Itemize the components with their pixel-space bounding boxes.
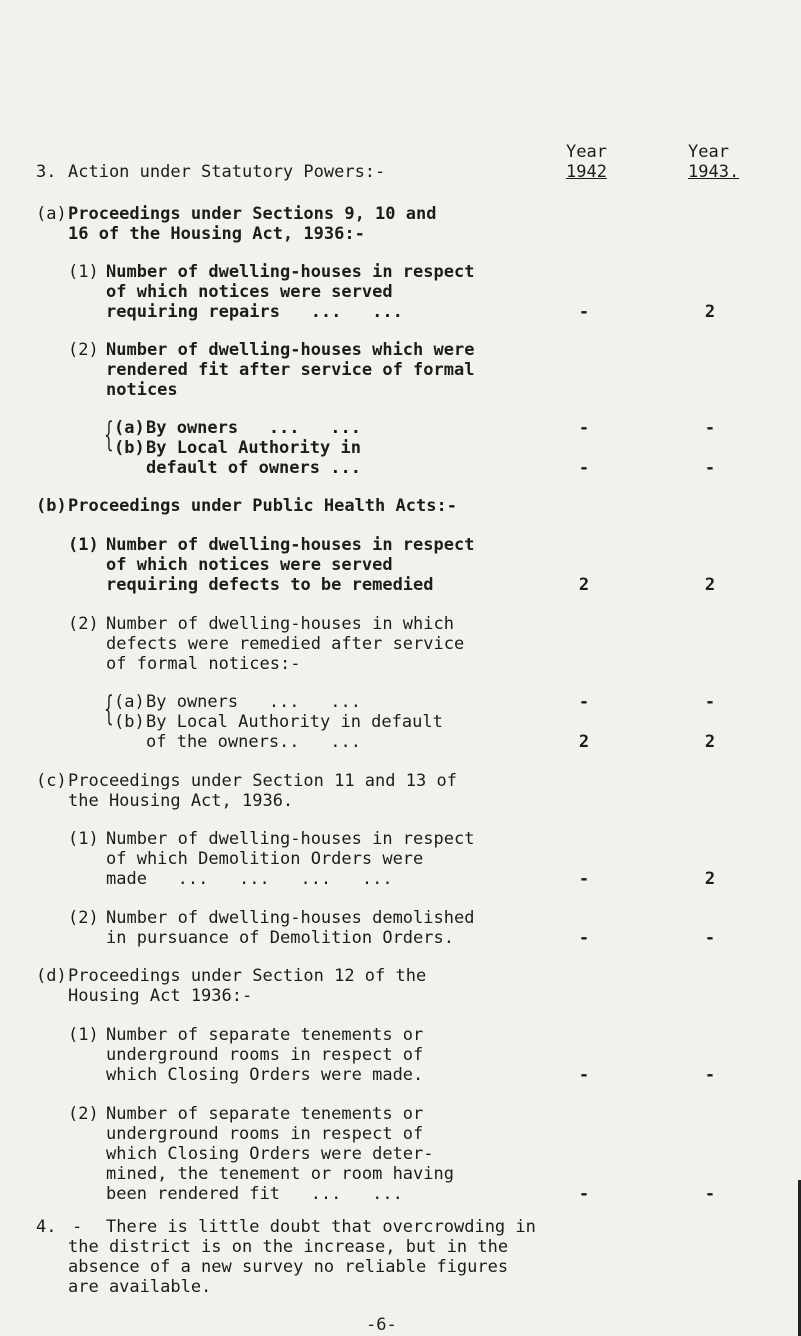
item-num: (1) [68, 262, 99, 282]
item-text: of which notices were served [106, 555, 393, 575]
value-1942: - [578, 458, 590, 478]
value-1943: - [704, 928, 716, 948]
item-text: Number of dwelling-houses demolished [106, 908, 475, 928]
col-1943-year: 1943. [688, 162, 740, 182]
item-text: requiring repairs ... ... [106, 302, 403, 322]
item-text: underground rooms in respect of [106, 1124, 424, 1144]
value-1942: - [578, 418, 590, 438]
item-text: defects were remedied after service [106, 634, 465, 654]
section-a-label: (a) [36, 204, 67, 224]
value-1943: 2 [704, 302, 716, 322]
value-1943: - [704, 1065, 716, 1085]
sub-text: By owners ... ... [146, 418, 361, 438]
item-text: of which notices were served [106, 282, 393, 302]
item-text: Number of separate tenements or [106, 1025, 424, 1045]
col-1942-year: 1942 [566, 162, 607, 182]
section-a-heading-1: Proceedings under Sections 9, 10 and [68, 204, 437, 224]
section-4-dash: - [72, 1217, 83, 1237]
section-4-number: 4. [36, 1217, 57, 1237]
section-c-heading-1: Proceedings under Section 11 and 13 of [68, 771, 457, 791]
section-d-label: (d) [36, 966, 67, 986]
paragraph-line: are available. [68, 1277, 212, 1297]
sub-label: (b) [114, 438, 145, 458]
brace-mark: { [104, 415, 114, 455]
value-1942: 2 [578, 575, 590, 595]
value-1942: 2 [578, 732, 590, 752]
item-text: of formal notices:- [106, 654, 301, 674]
value-1943: 2 [704, 732, 716, 752]
section-3-number: 3. [36, 162, 57, 182]
value-1942: - [578, 1065, 590, 1085]
value-1943: - [704, 692, 716, 712]
item-num: (2) [68, 614, 99, 634]
item-text: Number of dwelling-houses in respect [106, 535, 475, 555]
item-num: (1) [68, 829, 99, 849]
section-d-heading-1: Proceedings under Section 12 of the [68, 966, 427, 986]
section-c-label: (c) [36, 771, 67, 791]
value-1943: - [704, 458, 716, 478]
value-1942: - [578, 869, 590, 889]
item-text: of which Demolition Orders were [106, 849, 424, 869]
section-c-heading-2: the Housing Act, 1936. [68, 791, 294, 811]
sub-text: By Local Authority in [146, 438, 361, 458]
sub-text: default of owners ... [146, 458, 361, 478]
value-1942: - [578, 1184, 590, 1204]
item-text: Number of dwelling-houses in respect [106, 829, 475, 849]
item-text: Number of dwelling-houses in respect [106, 262, 475, 282]
sub-label: (a) [114, 692, 145, 712]
item-text: which Closing Orders were made. [106, 1065, 424, 1085]
sub-text: of the owners.. ... [146, 732, 361, 752]
paragraph-line: absence of a new survey no reliable figures [68, 1257, 509, 1277]
item-text: been rendered fit ... ... [106, 1184, 403, 1204]
section-a-heading-2: 16 of the Housing Act, 1936:- [68, 224, 365, 244]
sub-text: By Local Authority in default [146, 712, 443, 732]
sub-text: By owners ... ... [146, 692, 361, 712]
sub-label: (a) [114, 418, 145, 438]
section-d-heading-2: Housing Act 1936:- [68, 986, 253, 1006]
item-text: Number of dwelling-houses which were [106, 340, 475, 360]
value-1943: 2 [704, 869, 716, 889]
item-num: (2) [68, 908, 99, 928]
value-1943: - [704, 418, 716, 438]
item-text: requiring defects to be remedied [106, 575, 434, 595]
item-num: (2) [68, 340, 99, 360]
value-1943: - [704, 1184, 716, 1204]
item-num: (2) [68, 1104, 99, 1124]
section-3-title: Action under Statutory Powers:- [68, 162, 386, 182]
paragraph-line: the district is on the increase, but in the [68, 1237, 509, 1257]
item-text: notices [106, 380, 178, 400]
item-text: Number of dwelling-houses in which [106, 614, 454, 634]
value-1942: - [578, 302, 590, 322]
item-text: underground rooms in respect of [106, 1045, 424, 1065]
item-num: (1) [68, 1025, 99, 1045]
item-text: Number of separate tenements or [106, 1104, 424, 1124]
item-text: made ... ... ... ... [106, 869, 393, 889]
page-number: -6- [366, 1315, 397, 1335]
section-b-label: (b) [36, 496, 67, 516]
value-1942: - [578, 928, 590, 948]
item-num: (1) [68, 535, 99, 555]
value-1943: 2 [704, 575, 716, 595]
brace-mark: { [104, 689, 114, 729]
paragraph-line: There is little doubt that overcrowding in [106, 1217, 536, 1237]
col-1943-label: Year [688, 142, 729, 162]
col-1942-label: Year [566, 142, 607, 162]
item-text: which Closing Orders were deter- [106, 1144, 434, 1164]
item-text: rendered fit after service of formal [106, 360, 475, 380]
item-text: mined, the tenement or room having [106, 1164, 454, 1184]
section-b-heading: Proceedings under Public Health Acts:- [68, 496, 457, 516]
value-1942: - [578, 692, 590, 712]
sub-label: (b) [114, 712, 145, 732]
item-text: in pursuance of Demolition Orders. [106, 928, 454, 948]
